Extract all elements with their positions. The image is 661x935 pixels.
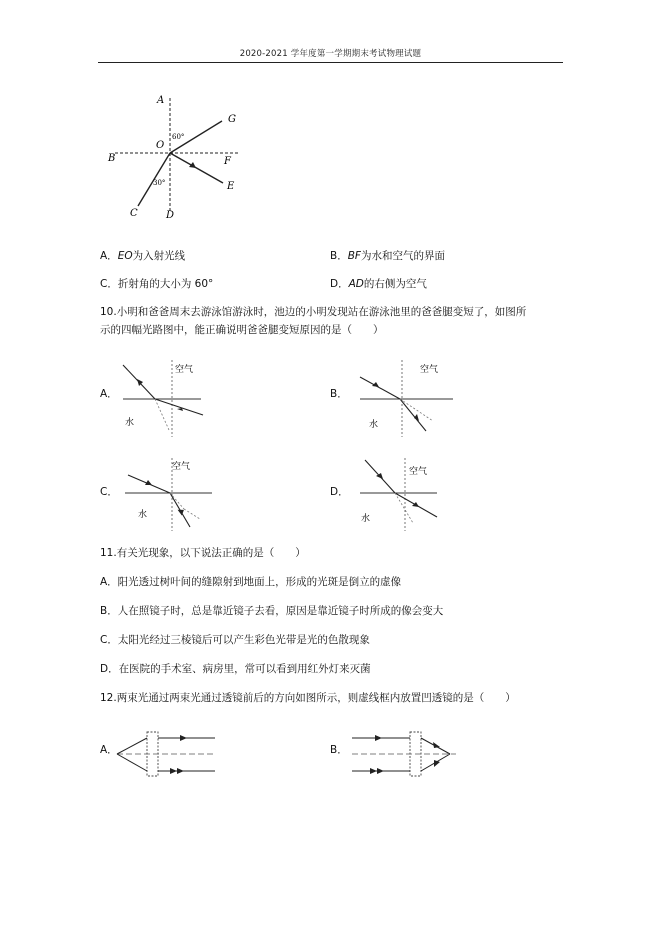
q10-fig-c-letter: C． — [100, 486, 118, 498]
q10-fig-a-air: 空气 — [175, 365, 194, 375]
q10-fig-b-air: 空气 — [420, 365, 439, 375]
label-A: A — [157, 95, 165, 106]
label-E: E — [227, 181, 235, 192]
q11-option-a: A．阳光透过树叶间的缝隙射到地面上，形成的光斑是倒立的虚像 — [100, 576, 402, 588]
q11-option-b: B．人在照镜子时，总是靠近镜子去看，原因是靠近镜子时所成的像会变大 — [100, 605, 444, 617]
q10-fig-c-water: 水 — [138, 510, 148, 520]
q10-stem-line2: 示的四幅光路图中，能正确说明爸爸腿变短原因的是（ ） — [100, 324, 384, 336]
q10-fig-b-water: 水 — [369, 420, 379, 430]
label-B: B — [108, 153, 116, 164]
label-C: C — [130, 208, 138, 219]
q9-option-b: B．BF为水和空气的界面 — [330, 250, 445, 262]
q11-option-c: C．太阳光经过三棱镜后可以产生彩色光带是光的色散现象 — [100, 634, 370, 646]
q10-fig-d-letter: D． — [330, 486, 349, 498]
q10-figure-d — [355, 455, 450, 535]
q10-figure-b — [355, 355, 455, 440]
q12-figure-b — [350, 728, 460, 780]
q10-stem-line1: 10.小明和爸爸周末去游泳馆游泳时，池边的小明发现站在游泳池里的爸爸腿变短了，如图所 — [100, 306, 527, 318]
q10-figure-c — [120, 455, 215, 535]
header-divider — [98, 62, 563, 63]
q12-fig-a-letter: A． — [100, 744, 118, 756]
q12-stem: 12.两束光通过两束光通过透镜前后的方向如图所示，则虚线框内放置凹透镜的是（ ） — [100, 692, 516, 704]
q10-fig-a-letter: A． — [100, 388, 118, 400]
label-D: D — [166, 210, 175, 221]
label-angle-60: 60° — [172, 133, 185, 141]
q9-option-a: A．EO为入射光线 — [100, 250, 186, 262]
page-header-title: 2020-2021 学年度第一学期期末考试物理试题 — [239, 49, 422, 59]
q11-option-d: D．在医院的手术室、病房里，常可以看到用红外灯来灭菌 — [100, 663, 371, 675]
q12-fig-b-letter: B． — [330, 744, 348, 756]
q10-fig-c-air: 空气 — [172, 462, 191, 472]
q10-fig-a-water: 水 — [125, 418, 135, 428]
q10-fig-b-letter: B． — [330, 388, 348, 400]
q11-stem: 11.有关光现象，以下说法正确的是（ ） — [100, 547, 306, 559]
q9-option-d: D．AD的右侧为空气 — [330, 278, 427, 290]
label-G: G — [228, 114, 236, 125]
q10-fig-d-air: 空气 — [409, 467, 428, 477]
q9-option-c: C．折射角的大小为 60° — [100, 278, 214, 290]
q12-figure-a — [115, 728, 220, 780]
q10-fig-d-water: 水 — [361, 514, 371, 524]
label-angle-30: 30° — [153, 179, 166, 187]
q9-refraction-diagram — [100, 88, 260, 228]
label-F: F — [224, 156, 231, 167]
q10-figure-a — [115, 355, 205, 440]
label-O: O — [156, 140, 165, 151]
